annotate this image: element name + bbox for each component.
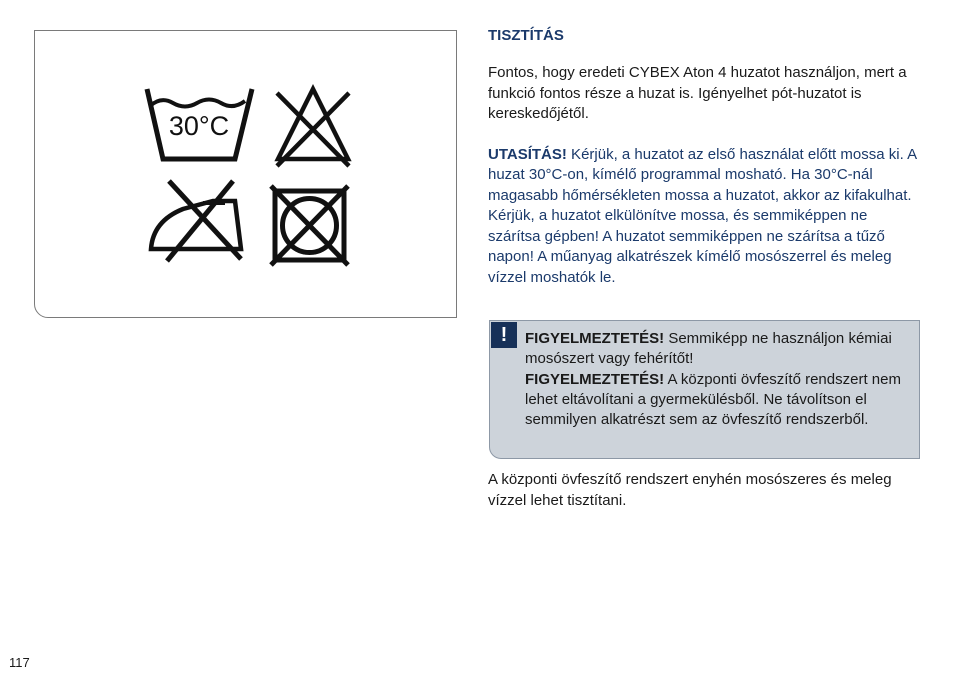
instruction-text: Kérjük, a huzatot az első használat előtt mossa ki. A huzat 30°C-on, kímélő programmal mosható. Ha 30°C-nál magasabb hőmérsékleten mossa a huzatot, akkor az kifakulhat. Kérjük, a huzatot elkülönítve mossa, és semmiképpen ne szárítsa gépben! A huzatot semmiképpen ne szárítsa a tűző napon! A műanyag alkatrészek kímélő mosószerrel és meleg vízzel moshatók le. bbox=[488, 145, 917, 286]
no-tumble-dry-icon bbox=[271, 186, 348, 265]
wash-temperature-label: 30°C bbox=[168, 111, 230, 141]
instruction-paragraph bbox=[488, 145, 920, 289]
warning-lead-1: FIGYELMEZTETÉS! bbox=[525, 330, 665, 347]
care-symbols bbox=[35, 31, 458, 319]
wash-30-icon bbox=[147, 89, 252, 159]
warning-lead-2: FIGYELMEZTETÉS! bbox=[525, 370, 665, 388]
belt-cleaning-paragraph: A központi övfeszítő rendszert enyhén mosószeres és meleg vízzel lehet tisztítani. bbox=[488, 471, 892, 509]
warning-text-2: A központi övfeszítő rendszert nem lehet eltávolítani a gyermekülésből. Ne távolítson el semmilyen alkatrészt sem az övfeszítő rendszerből. bbox=[525, 370, 901, 429]
intro-paragraph: Fontos, hogy eredeti CYBEX Aton 4 huzatot használjon, mert a funkció fontos része a huzat is. Igényelhet pót-huzatot is kereskedőjétől. bbox=[488, 64, 907, 122]
no-iron-icon bbox=[151, 181, 241, 261]
page-number: 117 bbox=[9, 655, 30, 670]
warning-box bbox=[489, 320, 920, 459]
no-bleach-icon bbox=[277, 89, 349, 166]
instruction-lead: UTASÍTÁS! bbox=[488, 145, 567, 163]
warning-text bbox=[525, 329, 917, 430]
care-symbols-panel bbox=[34, 30, 457, 318]
warning-text-1: Semmiképp ne használjon kémiai mosószert vagy fehérítőt! bbox=[525, 330, 892, 368]
exclamation-icon: ! bbox=[491, 322, 517, 348]
section-title: TISZTÍTÁS bbox=[488, 27, 564, 44]
cleaning-section bbox=[488, 26, 920, 288]
